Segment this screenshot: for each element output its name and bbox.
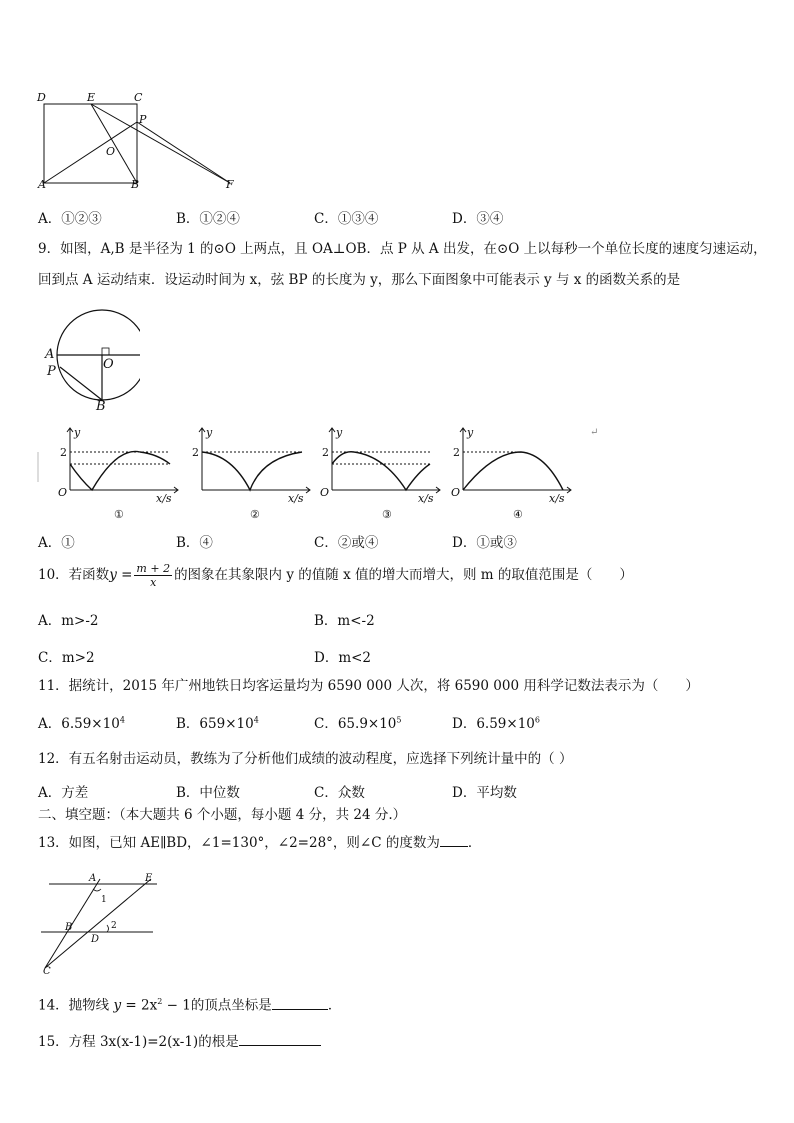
q11-a-base: 6.59×10 <box>61 716 120 732</box>
q11-option-b[interactable] <box>176 712 259 732</box>
label-E: E <box>87 91 96 104</box>
graph2-x: x/s <box>288 492 304 505</box>
geometry-figure-rectangle <box>30 85 260 195</box>
svg-text:↵: ↵ <box>590 427 599 438</box>
q9-text-line2: 回到点 A 运动结束．设运动时间为 x，弦 BP 的长度为 y，那么下面图象中可能表示 y 与 x 的函数关系的是 <box>38 272 681 288</box>
circle-label-P: P <box>47 364 56 379</box>
q9-option-b[interactable]: B．④ <box>176 535 213 551</box>
q11-d-exp: 6 <box>534 715 540 725</box>
q12-option-b[interactable]: B．中位数 <box>176 785 240 801</box>
q15-answer-blank[interactable] <box>239 1031 321 1046</box>
q8-option-a[interactable]: A．①②③ <box>38 211 102 227</box>
graph4-num: ④ <box>513 508 523 521</box>
graph-1 <box>58 426 178 521</box>
q13-question <box>38 832 481 852</box>
q13-answer-blank[interactable] <box>440 832 468 847</box>
circle-label-B: B <box>96 399 106 414</box>
q10-option-d[interactable]: D．m<2 <box>314 650 372 666</box>
q14-eq-mid: = 2x <box>121 997 158 1014</box>
q10-frac-num: m + 2 <box>136 562 171 575</box>
q8-option-b[interactable]: B．①②④ <box>176 211 240 227</box>
q11-c-base: 65.9×10 <box>337 716 397 732</box>
q10-option-c[interactable]: C．m>2 <box>38 650 95 666</box>
q9-option-d[interactable]: D．①或③ <box>452 535 517 551</box>
graph3-num: ③ <box>382 508 392 521</box>
graph1-origin: O <box>58 486 68 499</box>
q10-fraction <box>134 562 172 589</box>
q14-eq-exp: 2 <box>157 997 163 1006</box>
q12-option-d[interactable]: D．平均数 <box>452 785 517 801</box>
graph-3 <box>320 426 440 521</box>
q13-label-B: B <box>65 922 73 933</box>
q11-b-label: B． <box>176 716 200 732</box>
label-C: C <box>134 91 143 104</box>
q11-b-base: 659×10 <box>199 716 254 732</box>
q14-eq-y: y <box>113 997 122 1014</box>
graph3-y: y <box>336 426 343 439</box>
label-B: B <box>131 178 140 191</box>
graph1-num: ① <box>114 508 124 521</box>
circle-figure <box>40 305 140 415</box>
q13-label-D: D <box>91 934 100 945</box>
q12-question: 12．有五名射击运动员，教练为了分析他们成绩的波动程度，应选择下列统计量中的（ ） <box>38 751 573 767</box>
section-2-heading: 二、填空题：（本大题共 6 个小题，每小题 4 分，共 24 分.） <box>38 807 407 823</box>
label-A: A <box>38 178 46 191</box>
q15-text: 15．方程 3x(x-1)=2(x-1)的根是 <box>38 1034 239 1050</box>
q13-label-1: 1 <box>101 895 107 905</box>
graph-2 <box>192 426 310 521</box>
q8-option-d[interactable]: D．③④ <box>452 211 504 227</box>
graph-4 <box>451 426 571 521</box>
q10-prefix: 10．若函数 <box>38 567 110 583</box>
q14-end: ． <box>327 997 342 1014</box>
graph2-num: ② <box>250 508 260 521</box>
q15-question <box>38 1031 321 1051</box>
q13-end: ． <box>467 835 482 851</box>
q13-label-C: C <box>43 966 51 976</box>
label-P: P <box>139 113 147 126</box>
q10-frac-den: x <box>150 576 157 589</box>
q14-question <box>38 993 341 1015</box>
q14-prefix: 14．抛物线 <box>38 997 110 1014</box>
graph4-x: x/s <box>549 492 565 505</box>
graph3-origin: O <box>320 486 330 499</box>
q11-a-label: A． <box>38 716 62 732</box>
q11-a-exp: 4 <box>119 715 125 725</box>
q13-text: 13．如图，已知 AE∥BD，∠1=130°，∠2=28°，则∠C 的度数为 <box>38 835 440 851</box>
graph4-y: y <box>467 426 474 439</box>
q10-suffix: 的图象在其象限内 y 的值随 x 值的增大而增大，则 m 的取值范围是（ ） <box>174 567 633 583</box>
circle-label-A: A <box>45 347 55 362</box>
q11-option-d[interactable] <box>452 712 540 732</box>
q10-option-a[interactable]: A．m>-2 <box>38 613 99 629</box>
graph4-tick: 2 <box>453 446 460 459</box>
graph3-tick: 2 <box>322 446 329 459</box>
q11-d-label: D． <box>452 716 477 732</box>
q12-option-a[interactable]: A．方差 <box>38 785 89 801</box>
q11-option-c[interactable] <box>314 712 402 732</box>
q14-answer-blank[interactable] <box>272 995 328 1010</box>
graph2-tick: 2 <box>192 446 199 459</box>
q13-label-E: E <box>145 873 153 884</box>
q9-option-c[interactable]: C．②或④ <box>314 535 379 551</box>
q11-d-base: 6.59×10 <box>476 716 535 732</box>
graph2-y: y <box>206 426 213 439</box>
label-F: F <box>226 178 234 191</box>
label-D: D <box>37 91 46 104</box>
parallel-lines-figure <box>35 868 165 976</box>
q9-option-a[interactable]: A．① <box>38 535 75 551</box>
q11-b-exp: 4 <box>253 715 259 725</box>
label-O: O <box>106 145 116 158</box>
graph4-origin: O <box>451 486 461 499</box>
q13-label-A: A <box>89 873 97 884</box>
graph1-tick: 2 <box>60 446 67 459</box>
q9-text-line1: 9．如图，A,B 是半径为 1 的⊙O 上两点，且 OA⊥OB．点 P 从 A 出发，在⊙O 上以每秒一个单位长度的速度匀速运动， <box>38 241 767 257</box>
graph3-x: x/s <box>418 492 434 505</box>
q11-c-exp: 5 <box>396 715 402 725</box>
q11-c-label: C． <box>314 716 338 732</box>
q14-eq-end: − 1 <box>162 997 191 1014</box>
graph1-x: x/s <box>156 492 172 505</box>
q10-y-eq: y = <box>109 567 133 583</box>
function-graphs <box>30 420 610 525</box>
q11-option-a[interactable] <box>38 712 125 732</box>
q10-option-b[interactable]: B．m<-2 <box>314 613 375 629</box>
q10-question <box>38 560 633 590</box>
q12-option-c[interactable]: C．众数 <box>314 785 365 801</box>
q14-suffix: 的顶点坐标是 <box>190 997 272 1014</box>
q8-option-c[interactable]: C．①③④ <box>314 211 379 227</box>
q13-label-2: 2 <box>111 921 117 931</box>
q11-question: 11．据统计，2015 年广州地铁日均客运量均为 6590 000 人次，将 6590 000 用科学记数法表示为（ ） <box>38 678 699 694</box>
circle-label-O: O <box>103 357 114 372</box>
graph1-y: y <box>74 426 81 439</box>
